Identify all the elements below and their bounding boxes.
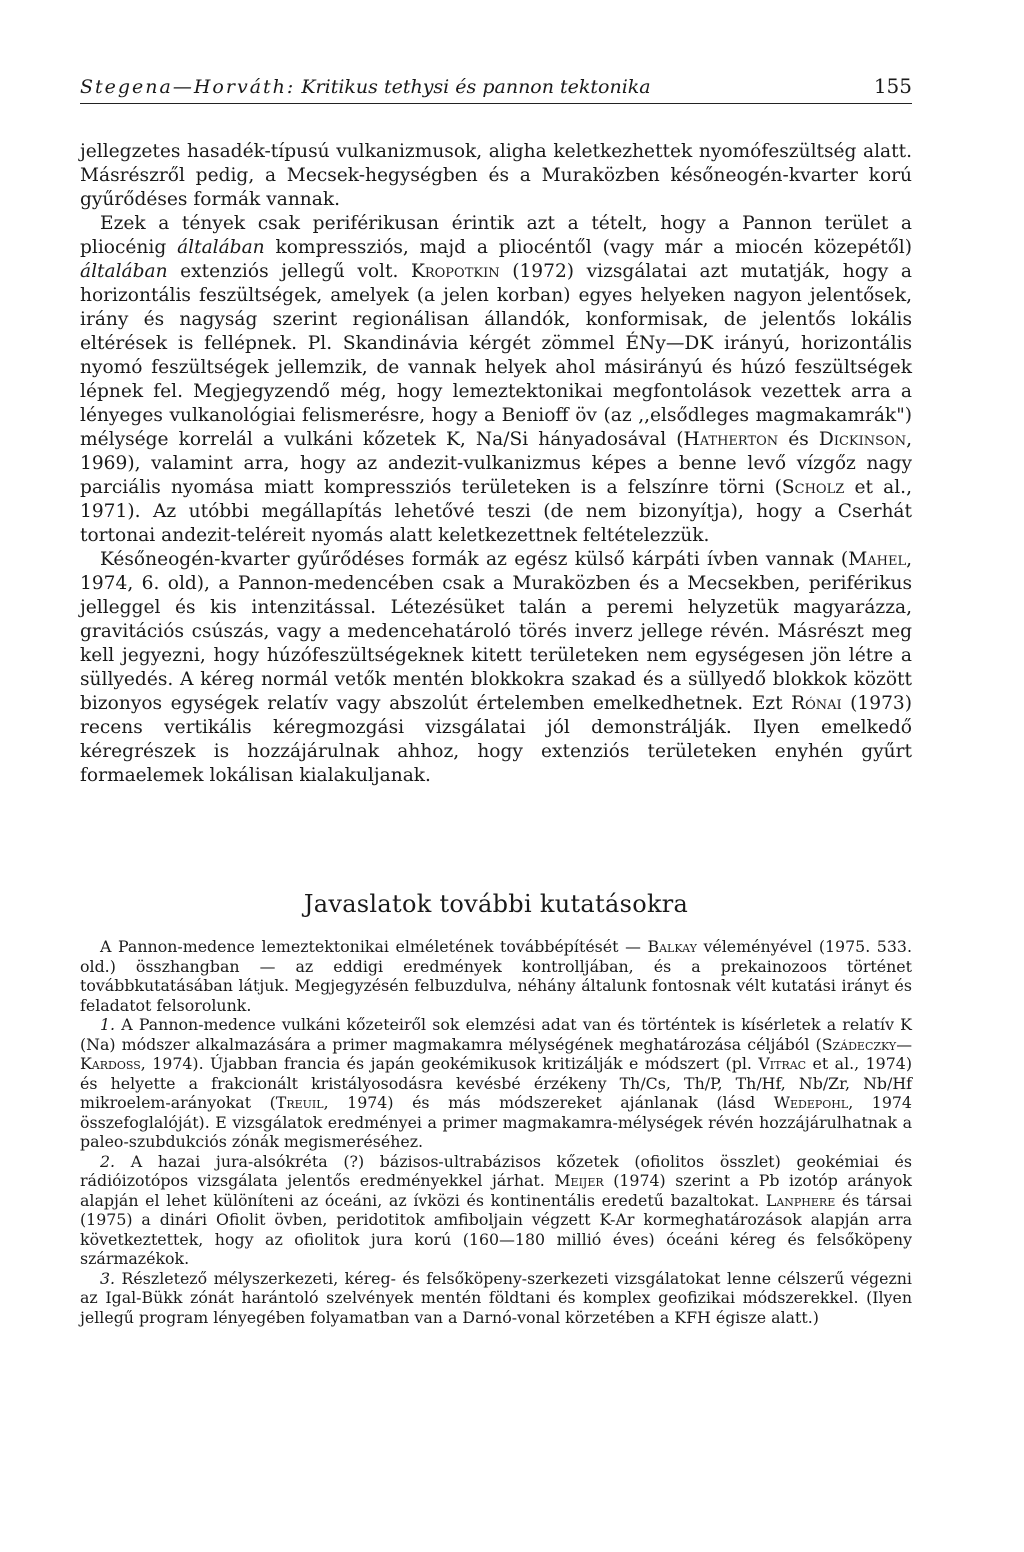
section-heading: Javaslatok további kutatásokra <box>303 890 689 918</box>
author-reference: Wedepohl <box>773 1093 849 1112</box>
list-number: 2. <box>100 1151 116 1171</box>
running-head-title: Kritikus tethysi és pannon tektonika <box>301 76 651 98</box>
author-reference: Rónai <box>791 693 842 714</box>
section-intro: A Pannon-medence lemeztektonikai elméletének továbbépítését — Balkay véleményével (1975. 533. old.) összhangban — az eddigi eredmények kontrolljában, és a prekainozoos történet továbbkutatásában látjuk. Megjegyzésén felbuzdulva, néhány általunk fontosnak vélt kutatási irányt és feladatot felsorolunk. <box>80 937 912 1015</box>
page-number: 155 <box>873 74 912 98</box>
paragraph-1: jellegzetes hasadék-típusú vulkanizmusok, aligha keletkezhettek nyomófeszültség alatt. Másrészről pedig, a Mecsek-hegységben és a Muraközben későneogén-kvarter korú gyűrődéses formák vannak. <box>80 141 912 210</box>
author-reference: Treuil <box>275 1093 324 1112</box>
paragraph-2: Ezek a tények csak periférikusan érintik azt a tételt, hogy a Pannon terület a pliocénig általában kompressziós, majd a pliocéntől (vagy már a miocén közepétől) általában extenziós jellegű volt. Kropotkin (1972) vizsgálatai azt mutatják, hogy a horizontális feszültségek, amelyek (a jelen korban) egyes helyeken nagyon jelentősek, irány és nagyság szerint regionálisan állandók, konformisak, de jelentős lokális eltérések is fellépnek. Pl. Skandinávia kérgét zömmel ÉNy—DK irányú, horizontális nyomó feszültségek jellemzik, de vannak helyek ahol másirányú és húzó feszültségek lépnek fel. Megjegyzendő még, hogy lemeztektonikai megfontolások vezettek arra a lényeges vulkanológiai felismerésre, hogy a Benioff öv (az ,,elsődleges magmakamrák") mélysége korrelál a vulkáni kőzetek K, Na/Si hányadosával (Hatherton és Dickinson, 1969), valamint arra, hogy az andezit-vulkanizmus képes a benne levő vízgőz nagy parciális nyomása miatt kompressziós területeken is a felszínre törni (Scholz et al., 1971). Az utóbbi megállapítás lehetővé teszi (de nem bizonyítja), hogy a Cserhát tortonai andezit-teléreit nyomás alatt keletkezettnek feltételezzük. <box>80 213 912 546</box>
main-body-text <box>80 140 912 788</box>
running-head-authors: Stegena—Horváth: <box>80 76 296 98</box>
author-reference: Balkay <box>647 937 697 956</box>
emphasis: általában <box>80 261 168 282</box>
author-reference: Hatherton <box>683 429 779 450</box>
running-header <box>80 74 912 104</box>
section-body-text <box>80 937 912 1327</box>
author-reference: Scholz <box>781 477 845 498</box>
author-reference: Dickinson <box>818 429 907 450</box>
list-number: 1. <box>100 1015 116 1034</box>
paragraph-3: Későneogén-kvarter gyűrődéses formák az egész külső kárpáti ívben vannak (Mahel, 1974, 6. old), a Pannon-medencében csak a Muraközben és a Mecsekben, periférikus jelleggel és kis intenzitással. Létezésüket talán a peremi helyzetük magyarázza, gravitációs csúszás, vagy a medencehatároló törés inverz jellege révén. Másrészt meg kell jegyezni, hogy húzófeszültségeknek kitett területeken nem egységesen jön létre a süllyedés. A kéreg normál vetők mentén blokkokra szakad és a süllyedő blokkok között bizonyos egységek relatív vagy abszolút értelemben emelkedhetnek. Ezt Rónai (1973) recens vertikális kéregmozgási vizsgálatai jól demonstrálják. Ilyen emelkedő kéregrészek is hozzájárulnak ahhoz, hogy extenziós területeken enyhén gyűrt formaelemek lokálisan kialakuljanak. <box>80 549 912 786</box>
list-item-3: 3. Részletező mélyszerkezeti, kéreg- és felsőköpeny-szerkezeti vizsgálatokat lenne célszerű végezni az Igal-Bükk zónát harántoló szelvények mentén földtani és komplex geofizikai módszerekkel. (Ilyen jellegű program lényegében folyamatban van a Darnó-vonal körzetében a KFH égisze alatt.) <box>80 1268 912 1327</box>
author-reference: Meijer <box>554 1171 604 1190</box>
author-reference: Kropotkin <box>410 261 500 282</box>
author-reference: Mahel <box>848 549 907 570</box>
author-reference: Szádeczky—Kardoss <box>80 1034 912 1073</box>
author-reference: Vitrac <box>758 1054 807 1073</box>
list-item-1: 1. A Pannon-medence vulkáni kőzeteiről sok elemzési adat van és történtek is kísérletek a relatív K (Na) módszer alkalmazására a primer magmakamra mélységének meghatározása céljából (Szádeczky—Kardoss, 1974). Újabban francia és japán geokémikusok kritizálják e módszert (pl. Vitrac et al., 1974) és helyette a frakcionált kristályosodásra kevésbé érzékeny Th/Cs, Th/P, Th/Hf, Nb/Zr, Nb/Hf mikroelem-arányokat (Treuil, 1974) és más módszereket ajánlanak (lásd Wedepohl, 1974 összefoglalóját). E vizsgálatok eredményei a primer magmakamra-mélységek révén hozzájárulhatnak a paleo-szubdukciós zónák megismeréséhez. <box>80 1015 912 1151</box>
list-item-2: 2. A hazai jura-alsókréta (?) bázisos-ultrabázisos kőzetek (ofiolitos összlet) geokémiai és rádióizotópos vizsgálata jelentős eredményekkel járhat. Meijer (1974) szerint a Pb izotóp arányok alapján el lehet különíteni az óceáni, az ívközi és kontinentális eredetű bazaltokat. Lanphere és társai (1975) a dinári Ofiolit övben, peridotitok amfiboljain végzett K-Ar kormeghatározások alapján arra következtettek, hogy az ofiolitok jura korú (160—180 millió éves) óceáni kéreg és felsőköpeny származékok. <box>80 1151 912 1268</box>
emphasis: általában <box>177 237 265 258</box>
author-reference: Lanphere <box>765 1190 836 1210</box>
list-number: 3. <box>100 1268 116 1288</box>
running-head <box>80 76 651 98</box>
